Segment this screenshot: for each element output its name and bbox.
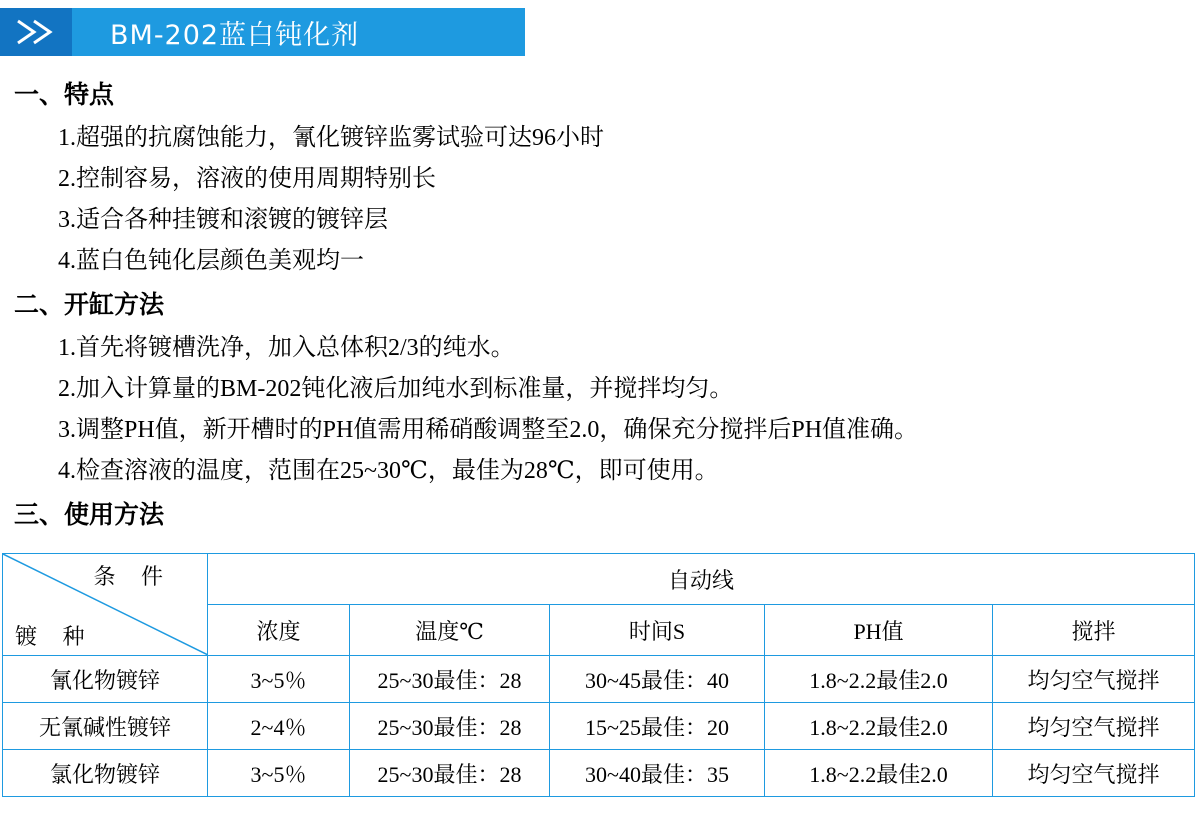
header-banner	[0, 8, 525, 56]
cell-agitation: 均匀空气搅拌	[993, 750, 1195, 797]
list-item: 4.蓝白色钝化层颜色美观均一	[58, 248, 364, 274]
cell-agitation: 均匀空气搅拌	[993, 703, 1195, 750]
cell-concentration: 2~4％	[208, 703, 350, 750]
cell-temperature: 25~30最佳：28	[350, 750, 550, 797]
page-title: BM-202蓝白钝化剂	[110, 19, 360, 51]
cell-ph: 1.8~2.2最佳2.0	[765, 750, 993, 797]
section-heading: 二、开缸方法	[14, 292, 165, 319]
cell-temperature: 25~30最佳：28	[350, 703, 550, 750]
list-item: 3.调整PH值，新开槽时的PH值需用稀硝酸调整至2.0，确保充分搅拌后PH值准确。	[58, 417, 919, 443]
list-item: 1.首先将镀槽洗净，加入总体积2/3的纯水。	[58, 335, 515, 361]
list-item: 3.适合各种挂镀和滚镀的镀锌层	[58, 207, 388, 233]
column-header-ph: PH值	[765, 605, 993, 656]
column-header-agitation: 搅拌	[993, 605, 1195, 656]
section-features	[14, 76, 1184, 282]
document-body	[14, 76, 1184, 538]
table-row	[3, 750, 1195, 797]
table-row	[3, 656, 1195, 703]
corner-plating-label: 镀 种	[15, 624, 95, 649]
column-header-time: 时间S	[550, 605, 765, 656]
cell-time: 15~25最佳：20	[550, 703, 765, 750]
column-header-concentration: 浓度	[208, 605, 350, 656]
spec-table	[2, 553, 1195, 797]
list-item: 2.加入计算量的BM-202钝化液后加纯水到标准量，并搅拌均匀。	[58, 376, 734, 402]
cell-concentration: 3~5％	[208, 656, 350, 703]
row-label: 氰化物镀锌	[3, 656, 208, 703]
startup-list	[14, 328, 1184, 492]
section-usage-method	[14, 496, 1184, 536]
cell-temperature: 25~30最佳：28	[350, 656, 550, 703]
list-item: 1.超强的抗腐蚀能力，氰化镀锌监雾试验可达96小时	[58, 125, 604, 151]
cell-time: 30~45最佳：40	[550, 656, 765, 703]
cell-agitation: 均匀空气搅拌	[993, 656, 1195, 703]
cell-ph: 1.8~2.2最佳2.0	[765, 656, 993, 703]
table-group-header: 自动线	[208, 554, 1195, 605]
spec-table-container	[2, 553, 1194, 797]
badge-chevron-block	[0, 8, 72, 56]
list-item: 4.检查溶液的温度，范围在25~30℃，最佳为28℃，即可使用。	[58, 458, 719, 484]
section-startup-method	[14, 286, 1184, 492]
list-item: 2.控制容易，溶液的使用周期特别长	[58, 166, 436, 192]
table-row	[3, 703, 1195, 750]
cell-concentration: 3~5％	[208, 750, 350, 797]
double-chevron-right-icon	[14, 17, 58, 47]
row-label: 无氰碱性镀锌	[3, 703, 208, 750]
feature-list	[14, 118, 1184, 282]
section-heading: 一、特点	[14, 82, 115, 109]
corner-condition-label: 条 件	[93, 564, 173, 589]
cell-time: 30~40最佳：35	[550, 750, 765, 797]
table-header-row	[3, 554, 1195, 605]
section-heading: 三、使用方法	[14, 502, 165, 529]
cell-ph: 1.8~2.2最佳2.0	[765, 703, 993, 750]
corner-diagonal	[3, 554, 207, 655]
row-label: 氯化物镀锌	[3, 750, 208, 797]
header-title-bar	[72, 8, 525, 56]
column-header-temperature: 温度℃	[350, 605, 550, 656]
table-corner-cell	[3, 554, 208, 656]
